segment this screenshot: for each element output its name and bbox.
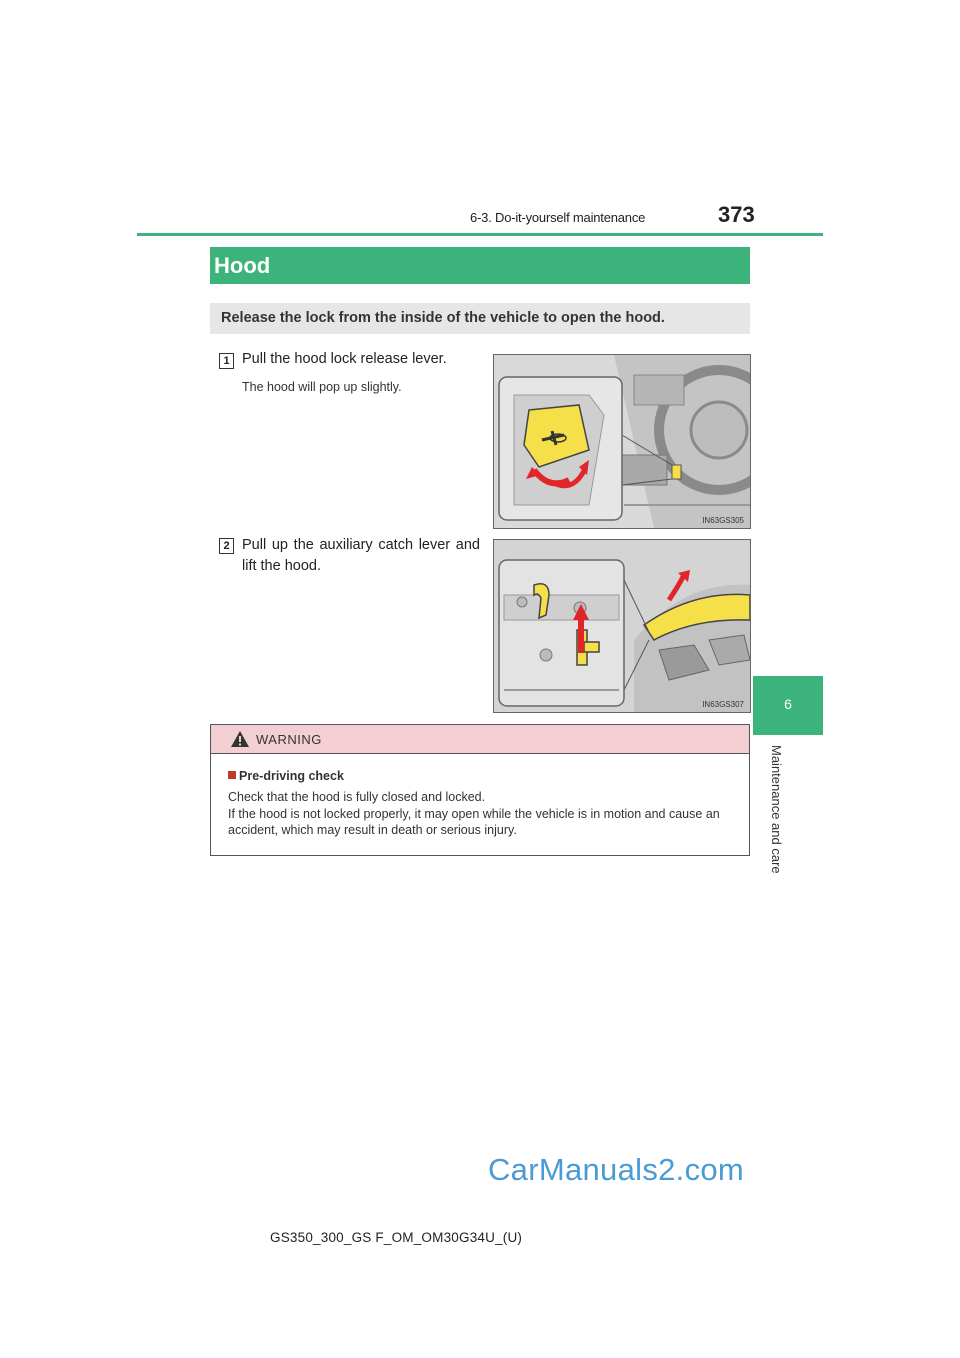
hood-release-illustration xyxy=(494,355,750,528)
header-section-title: 6-3. Do-it-yourself maintenance xyxy=(470,210,646,225)
chapter-number: 6 xyxy=(784,696,792,712)
header-rule xyxy=(137,233,823,236)
page-number: 373 xyxy=(718,202,755,227)
document-code: GS350_300_GS F_OM_OM30G34U_(U) xyxy=(270,1230,523,1245)
step-1-note: The hood will pop up slightly. xyxy=(242,380,402,394)
bullet-square-icon xyxy=(228,771,236,779)
figure-code: IN63GS307 xyxy=(702,700,744,709)
warning-line: If the hood is not locked properly, it may open while the vehicle is in motion and cause an accident, which may result in death or serious injury. xyxy=(228,806,720,837)
step-1-text: Pull the hood lock release lever. xyxy=(242,351,447,367)
section-title-bar xyxy=(210,247,750,284)
warning-header xyxy=(211,725,749,754)
warning-subtitle-row xyxy=(228,769,344,783)
figure-auxiliary-catch-lever xyxy=(493,539,751,713)
chapter-label: Maintenance and care xyxy=(769,745,784,874)
intro-text: Release the lock from the inside of the vehicle to open the hood. xyxy=(221,310,665,326)
step-2-text: Pull up the auxiliary catch lever and lift the hood. xyxy=(242,537,480,574)
warning-title: WARNING xyxy=(256,732,322,747)
chapter-tab xyxy=(753,676,823,735)
watermark: CarManuals2.com xyxy=(488,1152,745,1187)
figure-code: IN63GS305 xyxy=(702,516,744,525)
section-title: Hood xyxy=(214,253,271,278)
auxiliary-catch-illustration xyxy=(494,540,750,712)
step-1-number: 1 xyxy=(219,353,234,369)
warning-body xyxy=(228,789,743,839)
warning-box xyxy=(210,724,750,856)
figure-hood-release-lever xyxy=(493,354,751,529)
warning-subtitle: Pre-driving check xyxy=(239,769,344,783)
warning-line: Check that the hood is fully closed and locked. xyxy=(228,790,486,804)
warning-triangle-icon xyxy=(230,730,250,748)
intro-bar xyxy=(210,303,750,334)
step-2-number: 2 xyxy=(219,538,234,554)
